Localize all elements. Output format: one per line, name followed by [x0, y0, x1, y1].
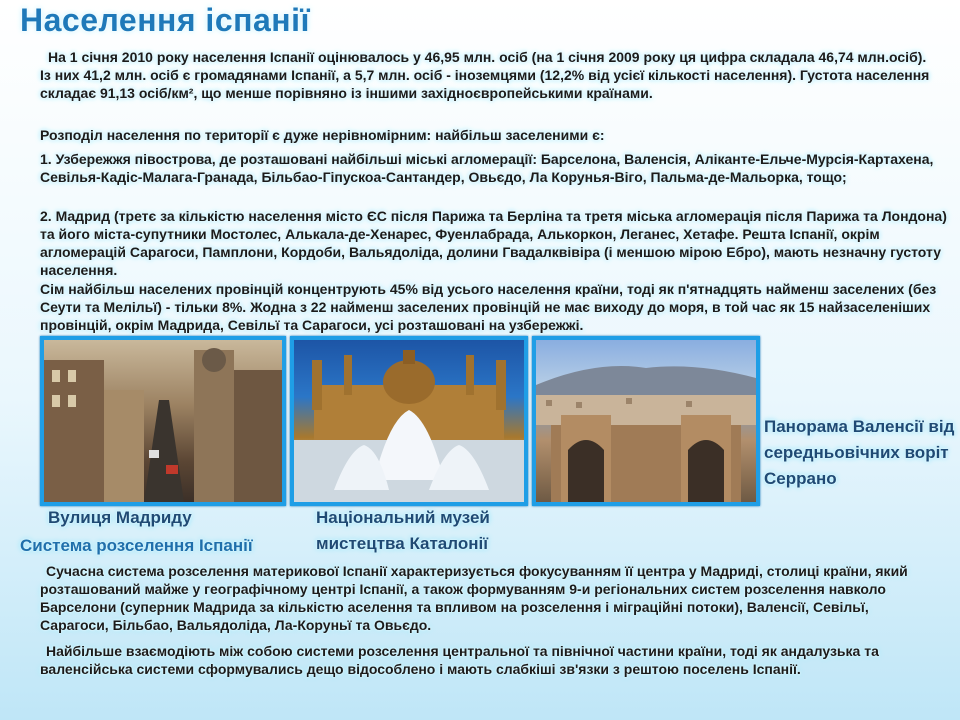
- page-title: Населення іспанії: [20, 2, 310, 38]
- paragraph-interaction: Найбільше взаємодіють між собою системи розселення центральної та північної частини країни, тоді як андалузька та валенсійська системи сформувались дещо відособлено і мають слабкіші зв'язки з рештою поселень Іспанії.: [40, 643, 879, 677]
- photo-madrid-street: [40, 336, 286, 506]
- list-item-madrid: 2. Мадрид (третє за кількістю населення місто ЄС після Парижа та Берліна та третя міська агломерація після Парижа та Лондона) та його міста-супутники Мостолес, Алькала-де-Хенарес, Фуенлабрада, Алькоркон, Леганес, Хетафе. Решта Іспанії, окрім агломерацій Сарагоси, Памплони, Кордоби, Вальядоліда, долини Гвадалквівіра (і меншою мірою Ебро), мають незначну густоту населення.: [40, 208, 947, 278]
- caption-valencia-panorama: Панорама Валенсії від середньовічних воріт Серрано: [764, 417, 955, 488]
- paragraph-provinces: Сім найбільш населених провінцій концентрують 45% від усього населення країни, тоді як п'ятнадцять найменш заселених (без Сеути та Мелільї) - тільки 8%. Жодна з 22 найменш заселених провінцій не має виходу до моря, в той час як 15 найзаселеніших провінцій, окрім Мадрида, Севільї та Сарагоси, усі розташовані на узбережжі.: [40, 281, 937, 333]
- museum-illustration: [294, 340, 524, 502]
- list-item-coast: 1. Узбережжя півострова, де розташовані найбільші міські агломерації: Барселона, Валенсія, Аліканте-Ельче-Мурсія-Картахена, Севілья-Кадіс-Малага-Гранада, Більбао-Гіпускоа-Сантандер, Овьєдо, Ла Корунья-Віго, Пальма-де-Мальорка, тощо;: [40, 151, 934, 185]
- valencia-illustration: [536, 340, 756, 502]
- madrid-street-illustration: [44, 340, 282, 502]
- paragraph-population: На 1 січня 2010 року населення Іспанії оцінювалось у 46,95 млн. осіб (на 1 січня 2009 року ця цифра складала 46,74 млн.осіб). Із них 41,2 млн. осіб є громадянами Іспанії, а 5,7 млн. осіб - іноземцями (12,2% від усієї кількості населення). Густота населення складає 91,13 осіб/км², що менше порівняно із іншими західноєвропейськими країнами.: [40, 49, 930, 101]
- caption-madrid-street: Вулиця Мадриду: [48, 508, 192, 527]
- caption-national-museum: Національний музей мистецтва Каталонії: [316, 508, 490, 553]
- photo-valencia-panorama: [532, 336, 760, 506]
- section-subtitle: Система розселення Іспанії: [20, 536, 253, 555]
- photo-national-art-museum: [290, 336, 528, 506]
- paragraph-distribution: Розподіл населення по території є дуже нерівномірним: найбільш заселеними є:: [40, 127, 605, 143]
- paragraph-settlement-system: Сучасна система розселення материкової Іспанії характеризується фокусуванням її центра у Мадриді, столиці країни, який розташований майже у географічному центрі Іспанії, а також формуванням 9-и регіональних систем розселення навколо Барселони (суперник Мадрида за кількістю аселення та впливом на розселення і міграційні потоки), Валенсії, Севільї, Сарагоси, Більбао, Вальядоліда, Ла-Коруньї та Овьєдо.: [40, 563, 908, 633]
